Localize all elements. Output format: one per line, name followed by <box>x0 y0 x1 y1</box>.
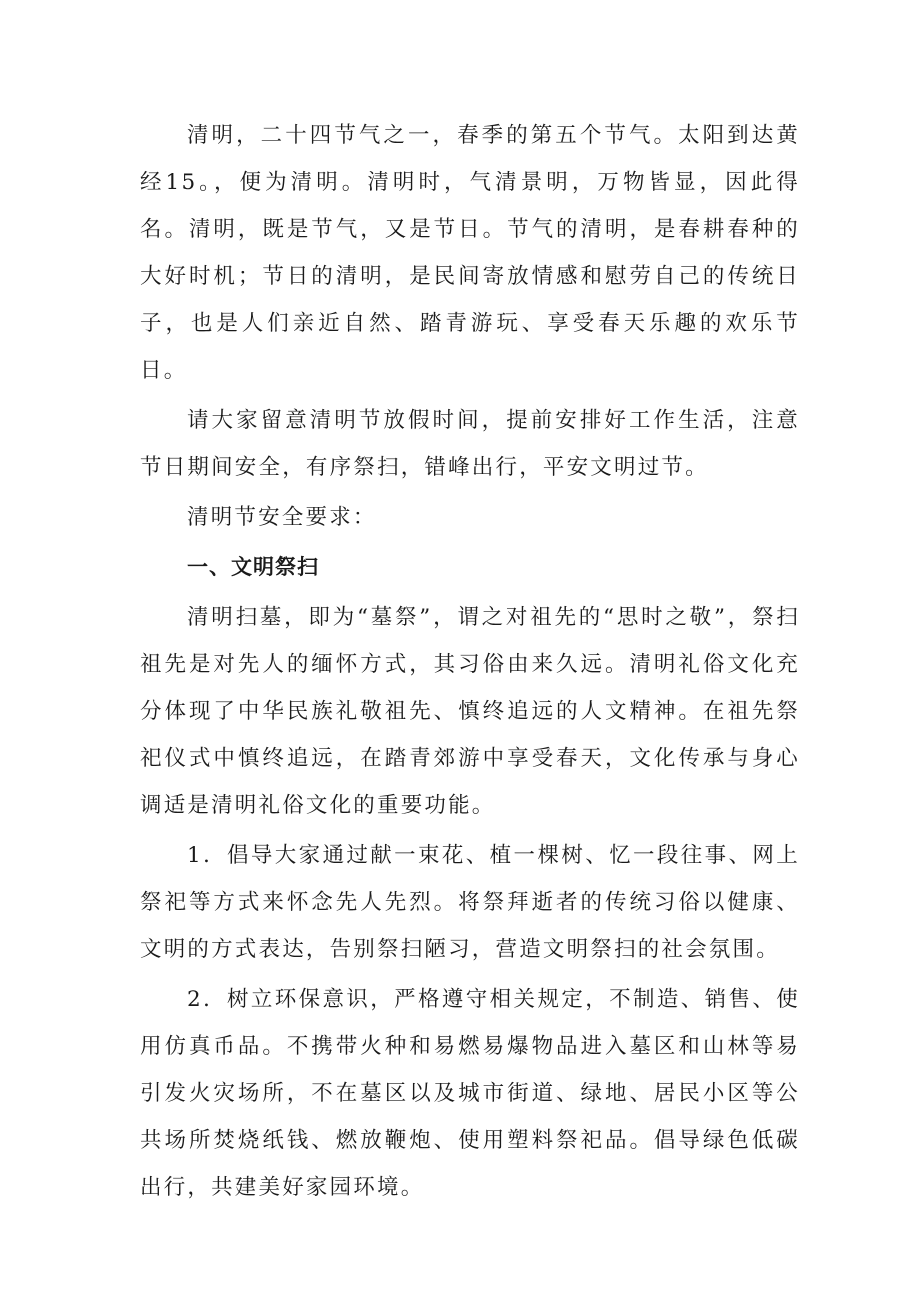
section-heading-civilized-sweeping: 一、文明祭扫 <box>187 555 319 579</box>
list-item-2: 2．树立环保意识，严格遵守相关规定，不制造、销售、使用仿真币品。不携带火种和易燃易爆物品进入墓区和山林等易引发火灾场所，不在墓区以及城市街道、绿地、居民小区等公共场所焚烧纸钱、燃放鞭炮、使用塑料祭祀品。倡导绿色低碳出行，共建美好家园环境。 <box>140 987 800 1200</box>
list-item-1: 1．倡导大家通过献一束花、植一棵树、忆一段往事、网上祭祀等方式来怀念先人先烈。将祭拜逝者的传统习俗以健康、文明的方式表达，告别祭扫陋习，营造文明祭扫的社会氛围。 <box>140 843 800 962</box>
notice-paragraph: 请大家留意清明节放假时间，提前安排好工作生活，注意节日期间安全，有序祭扫，错峰出行，平安文明过节。 <box>140 408 800 480</box>
intro-paragraph: 清明，二十四节气之一，春季的第五个节气。太阳到达黄经15。，便为清明。清明时，气清景明，万物皆显，因此得名。清明，既是节气，又是节日。节气的清明，是春耕春种的大好时机；节日的清明，是民间寄放情感和慰劳自己的传统日子，也是人们亲近自然、踏青游玩、享受春天乐趣的欢乐节日。 <box>140 123 800 383</box>
requirements-intro: 清明节安全要求： <box>187 505 377 530</box>
section-body-paragraph: 清明扫墓，即为“墓祭”，谓之对祖先的“思时之敬”，祭扫祖先是对先人的缅怀方式，其习俗由来久远。清明礼俗文化充分体现了中华民族礼敬祖先、慎终追远的人文精神。在祖先祭祀仪式中慎终追远，在踏青郊游中享受春天，文化传承与身心调适是清明礼俗文化的重要功能。 <box>140 605 800 818</box>
document-body <box>140 112 800 1211</box>
